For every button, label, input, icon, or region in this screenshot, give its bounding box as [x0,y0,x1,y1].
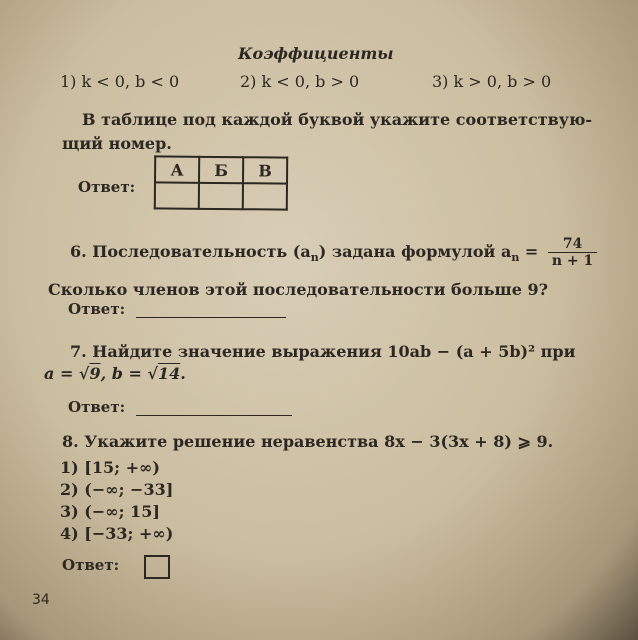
option-1: 1) k < 0, b < 0 [60,72,180,91]
q6-text-before: 6. Последовательность (a [70,242,311,261]
answer-label-5: Ответ: [78,178,136,196]
question-7-line-1: 7. Найдите значение выражения 10ab − (a + 5b)² при [70,342,576,361]
q7-a-prefix: a = √ [44,364,90,383]
question-8: 8. Укажите решение неравенства 8x − 3(3x + 8) ⩾ 9. [62,432,554,451]
question-6-line-2: Сколько членов этой последовательности больше 9? [48,280,548,299]
q6-text-mid: ) задана формулой a [318,242,512,261]
answer-label-8: Ответ: [62,556,120,574]
q6-fraction [548,236,597,269]
q6-sub-2: n [511,251,520,265]
table-header-v: В [243,157,287,183]
instruction-line-2: щий номер. [62,134,172,153]
answer-table [154,155,288,210]
q8-choice-3: 3) (−∞; 15] [60,502,160,521]
q7-b-value: 14 [157,364,181,383]
q6-eq: = [519,242,539,261]
answer-cell-b[interactable] [199,183,243,209]
q7-b-prefix: , b = √ [100,364,158,383]
table-header-b: Б [199,157,243,183]
table-header-a: А [155,156,199,182]
answer-box-8[interactable] [144,555,170,579]
q7-end: . [180,364,186,383]
question-7-line-2 [44,364,186,383]
answer-cell-v[interactable] [243,183,287,209]
option-2: 2) k < 0, b > 0 [240,72,360,91]
q6-denominator: n + 1 [551,253,594,269]
answer-cell-a[interactable] [155,182,199,208]
q8-choice-4: 4) [−33; +∞) [60,524,174,543]
answer-line-7[interactable] [136,401,292,416]
instruction-line-1: В таблице под каждой буквой укажите соответствую- [82,110,593,129]
option-3: 3) k > 0, b > 0 [432,72,552,91]
q6-numerator: 74 [548,236,597,253]
answer-label-6 [68,300,286,318]
q8-choice-2: 2) (−∞; −33] [60,480,174,499]
page-number: 34 [32,592,50,608]
answer-line-6[interactable] [136,303,286,318]
answer-label-text: Ответ: [68,398,126,416]
section-header: Коэффициенты [238,44,394,63]
answer-label-7 [68,398,292,416]
q7-a-value: 9 [89,364,101,383]
q8-choice-1: 1) [15; +∞) [60,458,160,477]
answer-label-text: Ответ: [68,300,126,318]
q6-sub-1: n [310,251,319,265]
question-6 [70,236,601,269]
